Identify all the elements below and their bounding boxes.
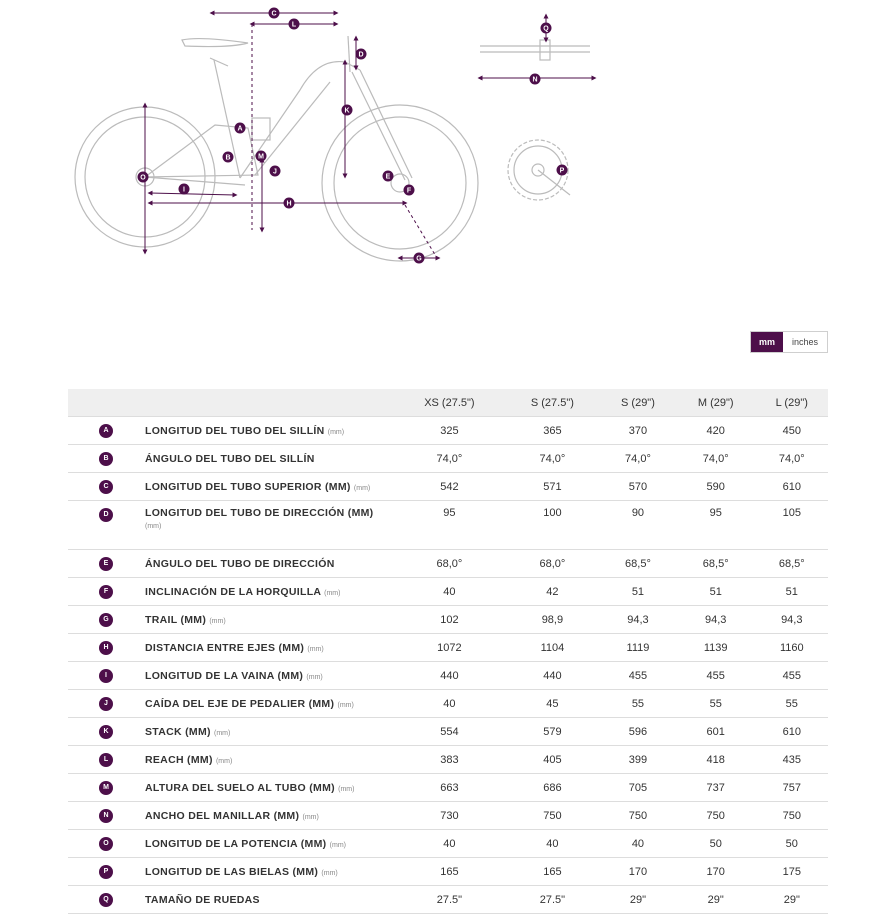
table-cell: 705 bbox=[600, 774, 676, 802]
svg-text:G: G bbox=[416, 255, 422, 263]
row-unit: (mm) bbox=[327, 428, 345, 436]
row-unit: (mm) bbox=[302, 813, 319, 821]
table-cell: 170 bbox=[600, 858, 676, 886]
table-row bbox=[68, 746, 828, 774]
row-key-badge: E bbox=[99, 557, 113, 571]
row-label-text: REACH (MM) bbox=[145, 753, 213, 766]
table-cell: 74,0° bbox=[505, 445, 600, 473]
table-row bbox=[68, 802, 828, 830]
row-key-badge: A bbox=[99, 424, 113, 438]
table-cell: 68,0° bbox=[505, 550, 600, 578]
table-cell: 68,5° bbox=[676, 550, 756, 578]
row-key-badge: B bbox=[99, 452, 113, 466]
table-cell: 98,9 bbox=[505, 606, 600, 634]
row-unit: (mm) bbox=[338, 785, 355, 793]
diagram-label-d bbox=[356, 49, 367, 60]
table-cell: 750 bbox=[505, 802, 600, 830]
row-badge-cell bbox=[68, 550, 144, 578]
row-label bbox=[144, 662, 394, 690]
table-cell: 1072 bbox=[394, 634, 505, 662]
table-cell: 1119 bbox=[600, 634, 676, 662]
table-cell: 55 bbox=[756, 690, 828, 718]
table-cell: 55 bbox=[676, 690, 756, 718]
handlebar-top-view bbox=[480, 40, 590, 60]
row-label-text: CAÍDA DEL EJE DE PEDALIER (MM) bbox=[145, 697, 335, 710]
svg-text:L: L bbox=[291, 21, 297, 29]
row-badge-cell bbox=[68, 858, 144, 886]
svg-text:P: P bbox=[559, 167, 565, 175]
table-cell: 610 bbox=[756, 718, 828, 746]
row-label bbox=[144, 830, 394, 858]
table-cell: 90 bbox=[600, 501, 676, 550]
row-unit: (mm) bbox=[306, 673, 323, 681]
diagram-label-b bbox=[223, 152, 234, 163]
row-unit: (mm) bbox=[307, 645, 324, 653]
table-cell: 420 bbox=[676, 417, 756, 445]
table-cell: 440 bbox=[394, 662, 505, 690]
row-label-text: ÁNGULO DEL TUBO DEL SILLÍN bbox=[145, 452, 315, 465]
row-key-badge: N bbox=[99, 809, 113, 823]
svg-text:I: I bbox=[183, 186, 185, 194]
diagram-label-h bbox=[284, 198, 295, 209]
table-cell: 105 bbox=[756, 501, 828, 550]
table-cell: 542 bbox=[394, 473, 505, 501]
row-badge-cell bbox=[68, 473, 144, 501]
column-header: XS (27.5") bbox=[394, 389, 505, 417]
table-row bbox=[68, 606, 828, 634]
table-cell: 51 bbox=[676, 578, 756, 606]
row-label-text: TAMAÑO DE RUEDAS bbox=[145, 893, 260, 906]
row-key-badge: M bbox=[99, 781, 113, 795]
table-cell: 405 bbox=[505, 746, 600, 774]
row-badge-cell bbox=[68, 662, 144, 690]
table-row bbox=[68, 774, 828, 802]
diagram-label-n bbox=[530, 74, 541, 85]
row-key-badge: Q bbox=[99, 893, 113, 907]
row-label bbox=[144, 634, 394, 662]
table-row bbox=[68, 550, 828, 578]
row-label bbox=[144, 774, 394, 802]
diagram-label-p bbox=[557, 165, 568, 176]
table-cell: 399 bbox=[600, 746, 676, 774]
column-header: M (29") bbox=[676, 389, 756, 417]
table-cell: 42 bbox=[505, 578, 600, 606]
table-cell: 554 bbox=[394, 718, 505, 746]
unit-toggle bbox=[750, 331, 828, 353]
table-header-row bbox=[68, 389, 828, 417]
row-badge-cell bbox=[68, 445, 144, 473]
row-unit: (mm) bbox=[209, 617, 226, 625]
column-header: L (29") bbox=[756, 389, 828, 417]
row-key-badge: C bbox=[99, 480, 113, 494]
diagram-label-q bbox=[541, 23, 552, 34]
table-cell: 100 bbox=[505, 501, 600, 550]
row-badge-cell bbox=[68, 501, 144, 550]
diagram-label-g bbox=[414, 253, 425, 264]
row-key-badge: G bbox=[99, 613, 113, 627]
table-row bbox=[68, 473, 828, 501]
table-cell: 440 bbox=[505, 662, 600, 690]
diagram-label-e bbox=[383, 171, 394, 182]
table-row bbox=[68, 690, 828, 718]
table-row bbox=[68, 662, 828, 690]
table-cell: 95 bbox=[676, 501, 756, 550]
unit-mm-button[interactable]: mm bbox=[751, 332, 783, 352]
table-cell: 325 bbox=[394, 417, 505, 445]
row-label bbox=[144, 501, 394, 550]
table-cell: 50 bbox=[756, 830, 828, 858]
table-cell: 571 bbox=[505, 473, 600, 501]
row-label bbox=[144, 473, 394, 501]
row-key-badge: L bbox=[99, 753, 113, 767]
row-key-badge: F bbox=[99, 585, 113, 599]
table-cell: 570 bbox=[600, 473, 676, 501]
svg-text:F: F bbox=[406, 187, 412, 195]
row-badge-cell bbox=[68, 690, 144, 718]
table-cell: 74,0° bbox=[394, 445, 505, 473]
diagram-label-l bbox=[289, 19, 300, 30]
header-label-col bbox=[144, 389, 394, 417]
table-cell: 40 bbox=[394, 690, 505, 718]
table-cell: 95 bbox=[394, 501, 505, 550]
row-badge-cell bbox=[68, 774, 144, 802]
row-unit: (mm) bbox=[337, 701, 354, 709]
column-header: S (27.5") bbox=[505, 389, 600, 417]
table-cell: 29" bbox=[756, 886, 828, 914]
table-cell: 51 bbox=[600, 578, 676, 606]
table-cell: 610 bbox=[756, 473, 828, 501]
table-cell: 435 bbox=[756, 746, 828, 774]
table-cell: 175 bbox=[756, 858, 828, 886]
table-cell: 165 bbox=[394, 858, 505, 886]
table-cell: 737 bbox=[676, 774, 756, 802]
table-cell: 757 bbox=[756, 774, 828, 802]
svg-text:H: H bbox=[286, 200, 292, 208]
table-cell: 74,0° bbox=[756, 445, 828, 473]
row-label-text: STACK (MM) bbox=[145, 725, 211, 738]
table-cell: 663 bbox=[394, 774, 505, 802]
table-cell: 601 bbox=[676, 718, 756, 746]
row-label-text: LONGITUD DEL TUBO DE DIRECCIÓN (MM) bbox=[145, 507, 374, 519]
table-cell: 94,3 bbox=[676, 606, 756, 634]
row-key-badge: I bbox=[99, 669, 113, 683]
table-cell: 55 bbox=[600, 690, 676, 718]
geometry-table bbox=[68, 389, 828, 914]
row-label-text: LONGITUD DEL TUBO DEL SILLÍN bbox=[145, 424, 325, 437]
table-row bbox=[68, 445, 828, 473]
row-label-text: ALTURA DEL SUELO AL TUBO (MM) bbox=[145, 781, 335, 794]
row-badge-cell bbox=[68, 578, 144, 606]
row-label bbox=[144, 578, 394, 606]
table-row bbox=[68, 578, 828, 606]
row-badge-cell bbox=[68, 634, 144, 662]
row-unit: (mm) bbox=[321, 869, 338, 877]
table-cell: 455 bbox=[756, 662, 828, 690]
svg-text:E: E bbox=[385, 173, 391, 181]
table-cell: 579 bbox=[505, 718, 600, 746]
table-cell: 68,5° bbox=[756, 550, 828, 578]
diagram-label-f bbox=[404, 185, 415, 196]
table-cell: 730 bbox=[394, 802, 505, 830]
svg-text:Q: Q bbox=[543, 25, 549, 33]
table-cell: 74,0° bbox=[600, 445, 676, 473]
row-key-badge: P bbox=[99, 865, 113, 879]
table-cell: 1104 bbox=[505, 634, 600, 662]
row-badge-cell bbox=[68, 606, 144, 634]
row-label bbox=[144, 858, 394, 886]
table-cell: 68,5° bbox=[600, 550, 676, 578]
row-label bbox=[144, 606, 394, 634]
table-cell: 750 bbox=[676, 802, 756, 830]
table-cell: 365 bbox=[505, 417, 600, 445]
row-key-badge: K bbox=[99, 725, 113, 739]
row-badge-cell bbox=[68, 417, 144, 445]
table-row bbox=[68, 501, 828, 550]
table-cell: 40 bbox=[394, 578, 505, 606]
svg-text:D: D bbox=[358, 51, 364, 59]
row-key-badge: D bbox=[99, 508, 113, 522]
row-unit: (mm) bbox=[329, 841, 346, 849]
table-cell: 29" bbox=[600, 886, 676, 914]
row-unit: (mm) bbox=[214, 729, 231, 737]
row-label bbox=[144, 886, 394, 914]
table-cell: 74,0° bbox=[676, 445, 756, 473]
row-unit: (mm) bbox=[353, 484, 371, 492]
diagram-label-o bbox=[138, 172, 149, 183]
table-cell: 50 bbox=[676, 830, 756, 858]
row-label-text: ÁNGULO DEL TUBO DE DIRECCIÓN bbox=[145, 557, 335, 570]
table-cell: 40 bbox=[394, 830, 505, 858]
row-label bbox=[144, 550, 394, 578]
row-key-badge: O bbox=[99, 837, 113, 851]
svg-text:J: J bbox=[273, 168, 277, 176]
table-row bbox=[68, 417, 828, 445]
row-key-badge: H bbox=[99, 641, 113, 655]
table-cell: 94,3 bbox=[600, 606, 676, 634]
table-cell: 27.5" bbox=[394, 886, 505, 914]
table-cell: 170 bbox=[676, 858, 756, 886]
column-header: S (29") bbox=[600, 389, 676, 417]
row-label bbox=[144, 690, 394, 718]
row-label-text: INCLINACIÓN DE LA HORQUILLA bbox=[145, 585, 321, 598]
table-cell: 27.5" bbox=[505, 886, 600, 914]
svg-text:A: A bbox=[237, 125, 243, 133]
table-cell: 45 bbox=[505, 690, 600, 718]
table-cell: 455 bbox=[676, 662, 756, 690]
table-row bbox=[68, 830, 828, 858]
header-badge-col bbox=[68, 389, 144, 417]
table-cell: 450 bbox=[756, 417, 828, 445]
table-cell: 370 bbox=[600, 417, 676, 445]
row-badge-cell bbox=[68, 886, 144, 914]
table-cell: 590 bbox=[676, 473, 756, 501]
svg-text:B: B bbox=[225, 154, 231, 162]
table-cell: 383 bbox=[394, 746, 505, 774]
row-label bbox=[144, 746, 394, 774]
diagram-label-j bbox=[270, 166, 281, 177]
row-label bbox=[144, 445, 394, 473]
row-label-text: DISTANCIA ENTRE EJES (MM) bbox=[145, 641, 305, 654]
table-cell: 1160 bbox=[756, 634, 828, 662]
table-row bbox=[68, 634, 828, 662]
row-badge-cell bbox=[68, 746, 144, 774]
table-cell: 68,0° bbox=[394, 550, 505, 578]
diagram-label-k bbox=[342, 105, 353, 116]
table-cell: 455 bbox=[600, 662, 676, 690]
table-row bbox=[68, 718, 828, 746]
unit-inches-button[interactable]: inches bbox=[783, 332, 827, 352]
row-badge-cell bbox=[68, 830, 144, 858]
row-label bbox=[144, 718, 394, 746]
row-label bbox=[144, 802, 394, 830]
svg-text:M: M bbox=[258, 153, 264, 161]
row-label-text: LONGITUD DE LA POTENCIA (MM) bbox=[145, 837, 327, 850]
row-label-text: LONGITUD DE LA VAINA (MM) bbox=[145, 669, 304, 682]
table-row bbox=[68, 858, 828, 886]
diagram-label-i bbox=[179, 184, 190, 195]
table-cell: 40 bbox=[505, 830, 600, 858]
table-cell: 418 bbox=[676, 746, 756, 774]
row-label bbox=[144, 417, 394, 445]
row-unit: (mm) bbox=[324, 589, 341, 597]
table-cell: 686 bbox=[505, 774, 600, 802]
row-key-badge: J bbox=[99, 697, 113, 711]
row-label-text: ANCHO DEL MANILLAR (MM) bbox=[145, 809, 300, 822]
row-label-text: TRAIL (MM) bbox=[145, 613, 207, 626]
table-cell: 94,3 bbox=[756, 606, 828, 634]
row-badge-cell bbox=[68, 802, 144, 830]
table-cell: 165 bbox=[505, 858, 600, 886]
table-cell: 1139 bbox=[676, 634, 756, 662]
table-cell: 102 bbox=[394, 606, 505, 634]
diagram-label-a bbox=[235, 123, 246, 134]
table-cell: 750 bbox=[756, 802, 828, 830]
diagram-label-c bbox=[269, 8, 280, 19]
svg-text:N: N bbox=[532, 76, 538, 84]
table-cell: 29" bbox=[676, 886, 756, 914]
table-cell: 750 bbox=[600, 802, 676, 830]
row-label-text: LONGITUD DE LAS BIELAS (MM) bbox=[145, 865, 319, 878]
row-label-text: LONGITUD DEL TUBO SUPERIOR (MM) bbox=[145, 480, 351, 493]
svg-text:C: C bbox=[271, 10, 277, 18]
row-unit: (mm) bbox=[145, 523, 162, 530]
table-cell: 40 bbox=[600, 830, 676, 858]
svg-text:O: O bbox=[140, 174, 146, 182]
table-row bbox=[68, 886, 828, 914]
row-unit: (mm) bbox=[215, 757, 233, 765]
row-badge-cell bbox=[68, 718, 144, 746]
table-cell: 596 bbox=[600, 718, 676, 746]
table-cell: 51 bbox=[756, 578, 828, 606]
svg-text:K: K bbox=[344, 107, 350, 115]
bike-geometry-diagram bbox=[0, 0, 883, 300]
diagram-label-m bbox=[256, 151, 267, 162]
